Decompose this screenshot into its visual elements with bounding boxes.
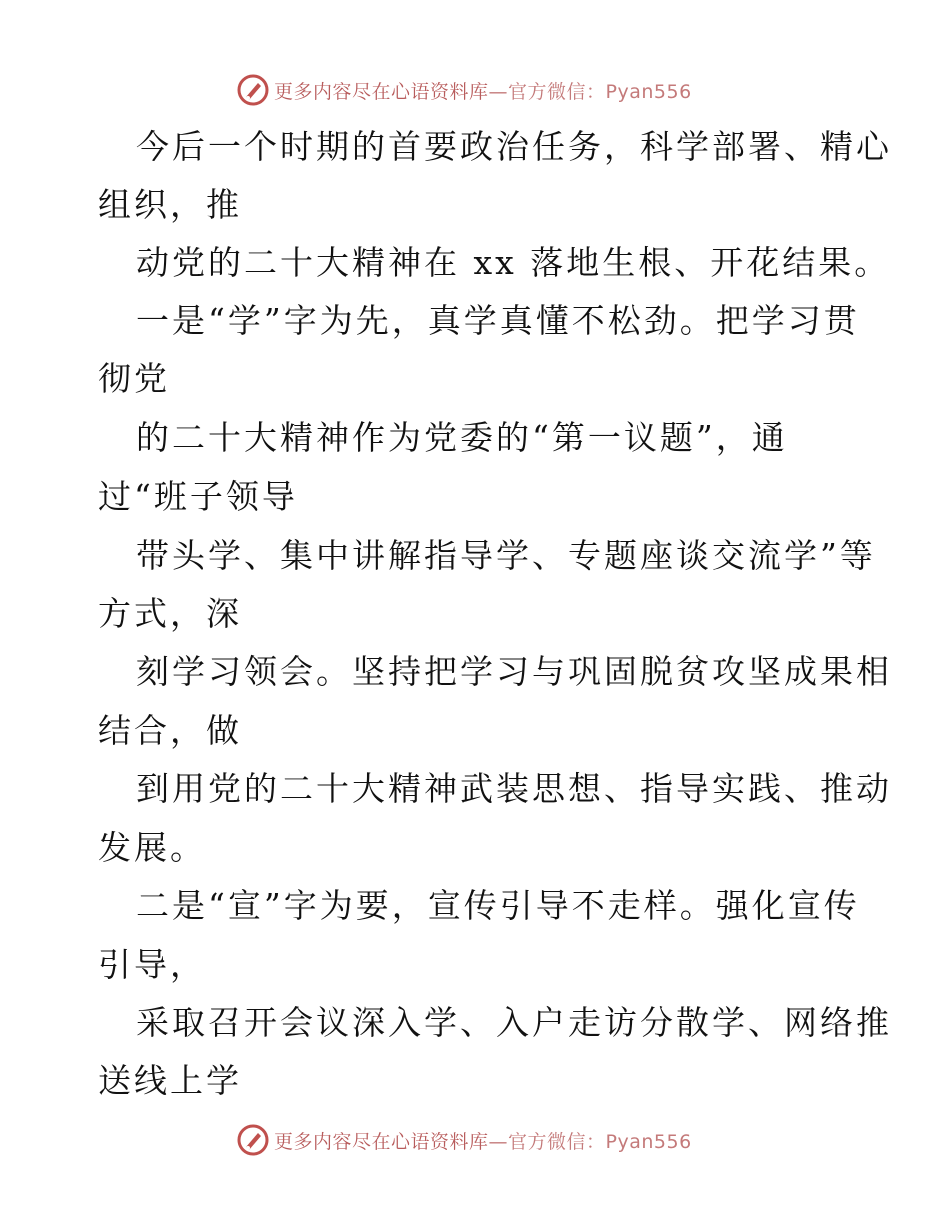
header-separator: —	[488, 80, 509, 103]
text-line: 今后一个时期的首要政治任务，科学部署、精心	[136, 127, 892, 166]
header-banner	[0, 70, 950, 110]
text-line: 发展。	[98, 828, 206, 867]
text-line: 到用党的二十大精神武装思想、指导实践、推动	[136, 769, 892, 808]
footer-wechat-id: Pyan556	[605, 1130, 692, 1153]
text-line: 组织，推	[98, 185, 242, 224]
pen-logo-icon	[236, 73, 270, 107]
pen-logo-icon	[236, 1123, 270, 1157]
text-line: 刻学习领会。坚持把学习与巩固脱贫攻坚成果相	[136, 652, 892, 691]
text-line: 方式，深	[98, 594, 242, 633]
text-line: 送线上学	[98, 1061, 242, 1100]
footer-banner	[0, 1120, 950, 1160]
text-line: 彻党	[98, 359, 170, 398]
text-line: 过“班子领导	[98, 477, 298, 516]
text-line: 的二十大精神作为党委的“第一议题”，通	[136, 418, 788, 457]
header-wechat-label: 官方微信：	[508, 80, 606, 103]
header-wechat-id: Pyan556	[605, 80, 692, 103]
text-line: 动党的二十大精神在 xx 落地生根、开花结果。	[136, 243, 891, 282]
text-line: 一是“学”字为先，真学真懂不松劲。把学习贯	[136, 301, 860, 340]
footer-wechat-label: 官方微信：	[508, 1130, 606, 1153]
header-site-text: 更多内容尽在心语资料库	[274, 80, 489, 103]
text-line: 带头学、集中讲解指导学、专题座谈交流学”等	[136, 536, 876, 575]
text-line: 采取召开会议深入学、入户走访分散学、网络推	[136, 1003, 892, 1042]
footer-separator: —	[488, 1130, 509, 1153]
text-line: 二是“宣”字为要，宣传引导不走样。强化宣传	[136, 886, 860, 925]
footer-site-text: 更多内容尽在心语资料库	[274, 1130, 489, 1153]
text-line: 结合，做	[98, 711, 242, 750]
text-line: 引导，	[98, 945, 206, 984]
